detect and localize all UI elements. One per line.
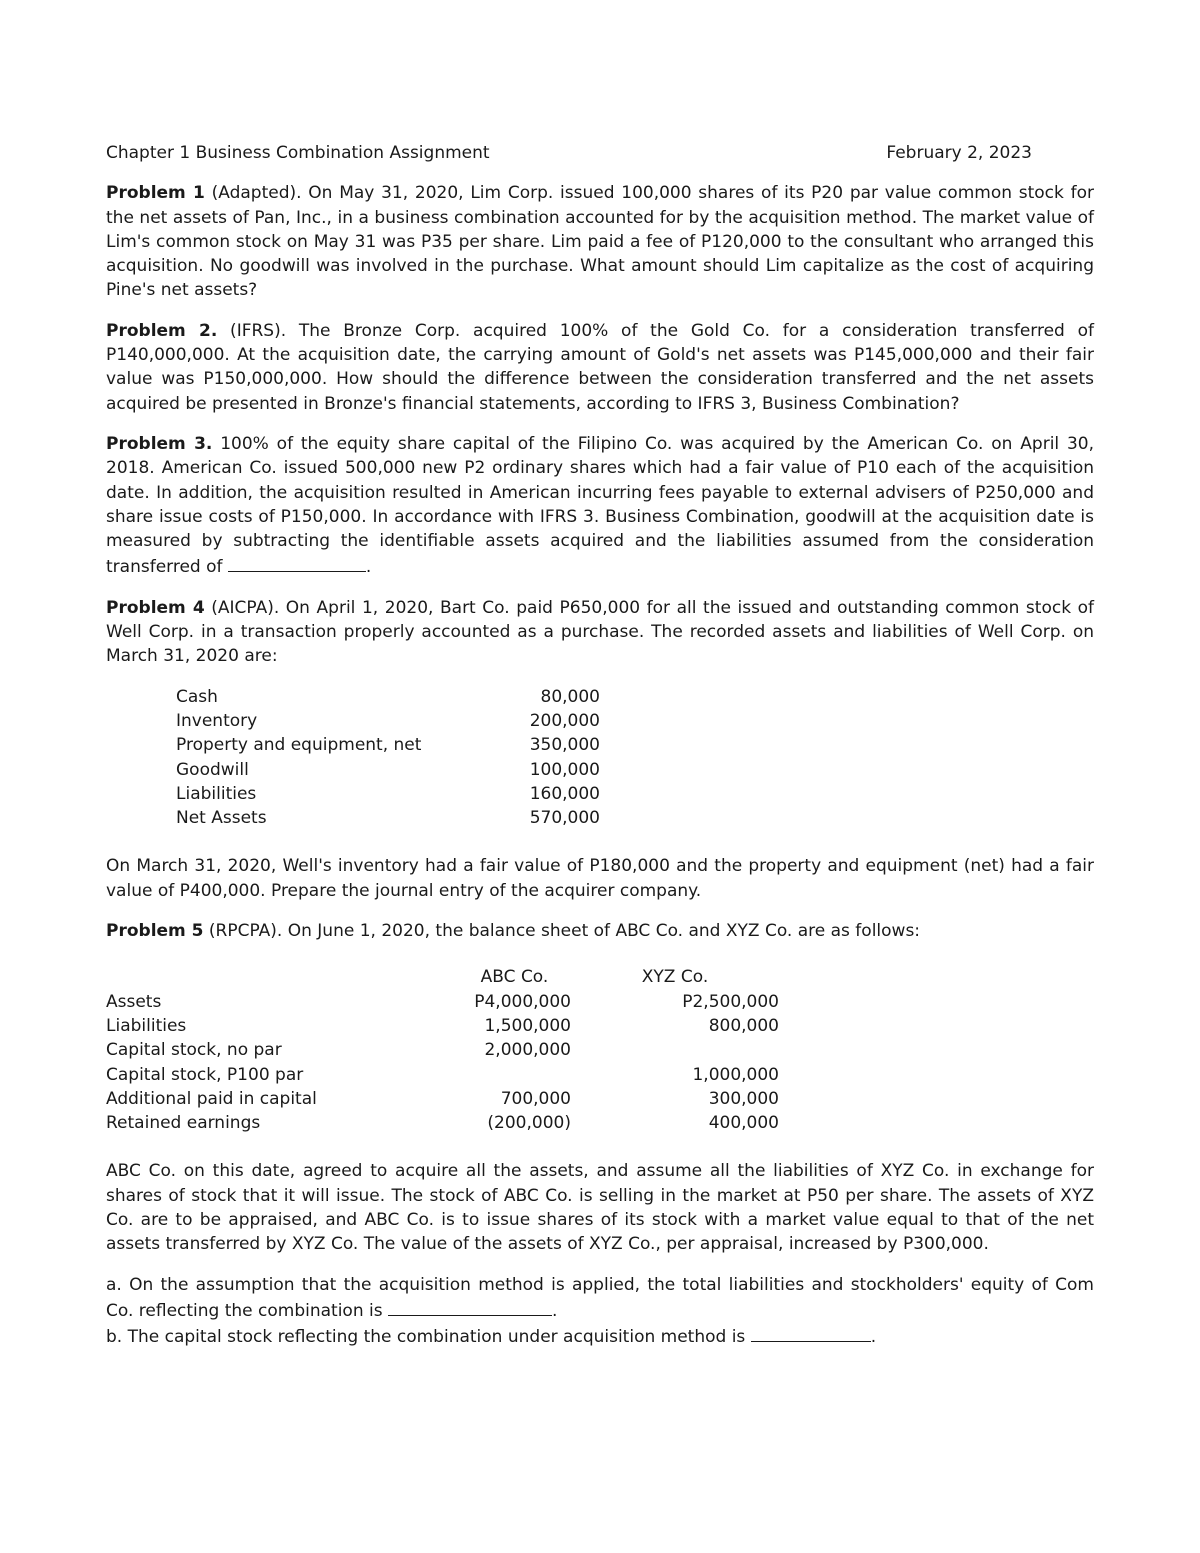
table-row [106,1063,779,1087]
row-label: Capital stock, no par [106,1040,282,1061]
problem-3 [106,432,1094,580]
abc-value: P4,000,000 [474,991,571,1012]
xyz-value [571,1038,779,1062]
problem-1 [106,181,1094,302]
row-value: 160,000 [529,783,600,804]
abc-value: 1,500,000 [484,1015,571,1036]
question-a [106,1273,1094,1324]
question-a-text: a. On the assumption that the acquisition method is applied, the total liabilities and stockholders' equity of Com Co. reflecting the combination is [106,1274,1094,1321]
table-row [106,990,779,1014]
page-header [106,141,1094,165]
answer-blank [228,553,366,572]
abc-value: (200,000) [487,1113,571,1134]
sentence-end: . [552,1300,558,1321]
problem-1-text: (Adapted). On May 31, 2020, Lim Corp. issued 100,000 shares of its P20 par value common stock for the net assets of Pan, Inc., in a business combination accounted for by the acquisition method. The market value of Lim's common stock on May 31 was P35 per share. Lim paid a fee of P120,000 to the consultant who arranged this acquisition. No goodwill was involved in the purchase. What amount should Lim capitalize as the cost of acquiring Pine's net assets? [106,183,1094,301]
xyz-value: 400,000 [708,1113,779,1134]
document-title: Chapter 1 Business Combination Assignment [106,143,490,163]
problem-3-text: 100% of the equity share capital of the Filipino Co. was acquired by the American Co. on April 30, 2018. American Co. issued 500,000 new P2 ordinary shares which had a fair value of P10 each of the acquisition date. In addition, the acquisition resulted in American incurring fees payable to external advisers of P250,000 and share issue costs of P150,000. In accordance with IFRS 3. Business Combination, goodwill at the acquisition date is measured by subtracting the identifiable assets acquired and the liabilities assumed from the consideration transferred of [106,433,1095,578]
row-value: 100,000 [529,759,600,780]
row-label: Cash [176,686,218,707]
question-b-text: b. The capital stock reflecting the combination under acquisition method is [106,1327,751,1348]
column-header-abc: ABC Co. [480,967,549,988]
question-b [106,1323,1094,1349]
problem-4-followup: On March 31, 2020, Well's inventory had a fair value of P180,000 and the property and equipment (net) had a fair value of P400,000. Prepare the journal entry of the acquirer company. [106,856,1094,901]
xyz-value: 300,000 [708,1088,779,1109]
table-row [176,806,600,830]
problem-5 [106,919,1094,943]
problem-2-label: Problem 2. [106,320,218,341]
sentence-end: . [365,557,372,578]
row-label: Assets [106,991,162,1012]
sentence-end: . [870,1327,877,1348]
row-label: Goodwill [176,759,249,780]
answer-blank [751,1323,871,1342]
table-row [106,1038,779,1062]
problem-4-label: Problem 4 [106,597,205,618]
problem-1-label: Problem 1 [106,183,205,204]
balance-sheet-table [106,965,779,1135]
row-label: Capital stock, P100 par [106,1064,304,1085]
table-row [106,1014,779,1038]
row-value: 80,000 [540,686,600,707]
row-label: Liabilities [176,783,257,804]
table-row [106,1111,779,1135]
row-label: Liabilities [106,1015,187,1036]
document-date: February 2, 2023 [886,143,1032,163]
xyz-value: 1,000,000 [692,1064,779,1085]
abc-value: 2,000,000 [484,1040,571,1061]
table-header-row [106,965,779,989]
problem-2-text: (IFRS). The Bronze Corp. acquired 100% of the Gold Co. for a consideration transferred of P140,000,000. At the acquisition date, the carrying amount of Gold's net assets was P145,000,000 and their fair value was P150,000,000. How should the difference between the consideration transferred and the net assets acquired be presented in Bronze's financial statements, according to IFRS 3, Business Combination? [106,320,1094,414]
problem-5-followup: ABC Co. on this date, agreed to acquire all the assets, and assume all the liabilities of XYZ Co. in exchange for shares of stock that it will issue. The stock of ABC Co. is selling in the market at P50 per share. The assets of XYZ Co. are to be appraised, and ABC Co. is to issue shares of its stock with a market value equal to that of the net assets transferred by XYZ Co. The value of the assets of XYZ Co., per appraisal, increased by P300,000. [106,1161,1094,1255]
well-corp-balances-table [176,685,600,831]
answer-blank [388,1297,552,1316]
row-label: Net Assets [176,808,267,829]
row-value: 570,000 [529,808,600,829]
table-row [176,733,600,757]
problem-2 [106,319,1094,416]
row-value: 350,000 [529,735,600,756]
xyz-value: 800,000 [708,1015,779,1036]
xyz-value: P2,500,000 [682,991,779,1012]
problem-4 [106,596,1094,669]
table-row [176,709,600,733]
column-header-xyz: XYZ Co. [641,967,709,988]
header-blank [106,965,458,989]
row-label: Inventory [176,710,258,731]
problem-4-text: (AICPA). On April 1, 2020, Bart Co. paid P650,000 for all the issued and outstanding common stock of Well Corp. in a transaction properly accounted as a purchase. The recorded assets and liabilities of Well Corp. on March 31, 2020 are: [106,597,1094,667]
row-value: 200,000 [529,710,600,731]
problem-5-label: Problem 5 [106,921,204,942]
table-row [176,782,600,806]
table-row [106,1087,779,1111]
table-row [176,758,600,782]
problem-5-text: (RPCPA). On June 1, 2020, the balance sheet of ABC Co. and XYZ Co. are as follows: [203,921,921,942]
abc-value: 700,000 [500,1088,571,1109]
abc-value [458,1063,571,1087]
row-label: Additional paid in capital [106,1088,317,1109]
row-label: Property and equipment, net [176,735,422,756]
document-content [106,141,1094,1349]
row-label: Retained earnings [106,1113,261,1134]
problem-3-label: Problem 3. [106,433,213,454]
table-row [176,685,600,709]
